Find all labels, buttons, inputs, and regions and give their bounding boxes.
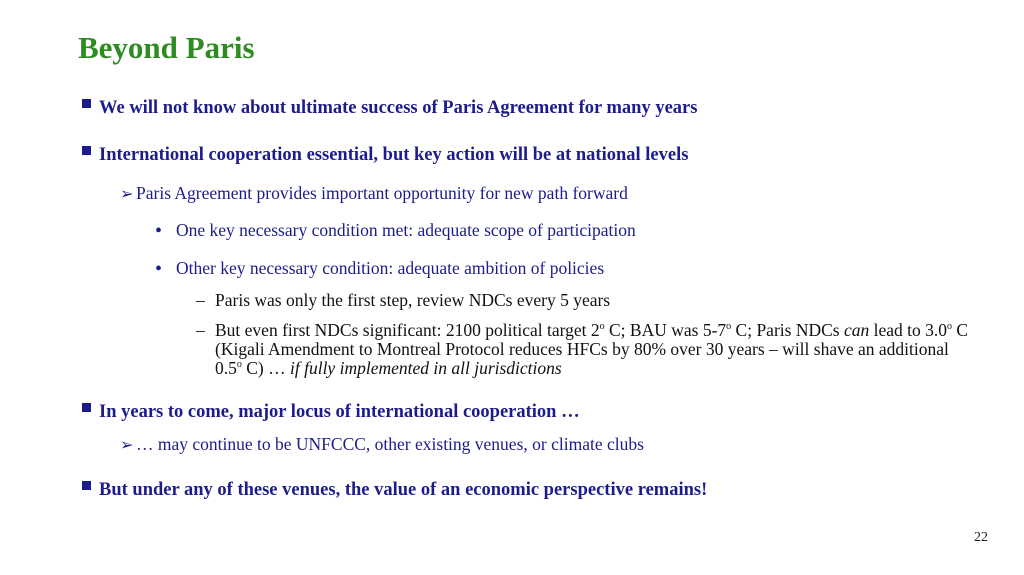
degree-symbol: o: [599, 321, 605, 332]
degree-symbol: o: [947, 321, 952, 332]
bullet-1-text: We will not know about ultimate success of Paris Agreement for many years: [99, 98, 698, 118]
page-number: 22: [974, 530, 988, 545]
bullet-2-text: International cooperation essential, but key action will be at national levels: [99, 145, 689, 165]
degree-symbol: o: [726, 321, 732, 332]
ndc-emphasis: can: [843, 320, 870, 340]
ndc-text-part: C; Paris NDCs: [731, 320, 844, 340]
ndc-text-part: C; BAU was 5-7: [604, 320, 727, 340]
bullet-2-1-2-2: [196, 321, 976, 378]
ndc-emphasis: if fully implemented in all jurisdictions: [290, 358, 562, 378]
square-bullet-icon: [82, 481, 91, 490]
bullet-2-1-2-text: Other key necessary condition: adequate ambition of policies: [176, 258, 605, 278]
bullet-1: [82, 98, 697, 119]
bullet-2-1-2-2-text: [215, 321, 975, 378]
ndc-text-part: C) …: [241, 358, 290, 378]
ndc-text-part: C (Kigali Amendment to Montreal Protocol reduces HFCs by 80% over 30 years – will shave an additional 0.5: [215, 320, 969, 378]
bullet-2-1-text: Paris Agreement provides important opportunity for new path forward: [136, 183, 628, 203]
dot-bullet-icon: •: [155, 220, 163, 242]
bullet-2-1-2-1: [196, 290, 610, 311]
dash-bullet-icon: –: [196, 320, 205, 340]
square-bullet-icon: [82, 99, 91, 108]
bullet-2: [82, 145, 688, 166]
bullet-4-text: But under any of these venues, the value of an economic perspective remains!: [99, 480, 708, 500]
slide-title: Beyond Paris: [78, 30, 255, 65]
arrow-bullet-icon: ➢: [120, 186, 134, 203]
square-bullet-icon: [82, 146, 91, 155]
bullet-2-1-1-text: One key necessary condition met: adequate scope of participation: [176, 220, 636, 240]
dash-bullet-icon: –: [196, 290, 205, 310]
arrow-bullet-icon: ➢: [120, 437, 134, 454]
bullet-3-text: In years to come, major locus of international cooperation …: [99, 402, 580, 422]
bullet-2-1-2: [155, 258, 604, 279]
bullet-3-1-text: … may continue to be UNFCCC, other existing venues, or climate clubs: [136, 434, 644, 454]
bullet-2-1-1: [155, 220, 636, 241]
bullet-2-1: [120, 183, 628, 204]
bullet-4: [82, 480, 707, 501]
ndc-text-part: lead to 3.0: [869, 320, 947, 340]
square-bullet-icon: [82, 403, 91, 412]
bullet-2-1-2-1-text: Paris was only the first step, review NDCs every 5 years: [215, 290, 611, 310]
bullet-3-1: [120, 434, 644, 455]
degree-symbol: o: [236, 359, 242, 370]
ndc-text-part: But even first NDCs significant: 2100 political target 2: [215, 320, 600, 340]
bullet-3: [82, 402, 580, 423]
dot-bullet-icon: •: [155, 258, 163, 280]
